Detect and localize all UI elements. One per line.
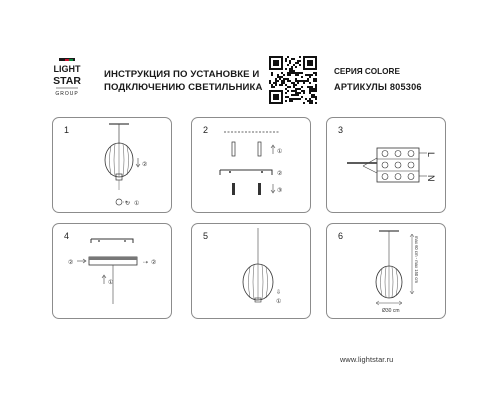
step4-rotate-icon: ⇢ bbox=[143, 260, 149, 266]
step4-label-2-left: ② bbox=[68, 260, 74, 266]
brand-line3: GROUP bbox=[55, 91, 79, 97]
step4-label-2: ② bbox=[151, 260, 157, 266]
title-line1: ИНСТРУКЦИЯ ПО УСТАНОВКЕ И bbox=[104, 69, 260, 80]
brand-line1: LIGHT bbox=[53, 64, 81, 74]
step-number: 5 bbox=[203, 231, 209, 241]
step-panel-6 bbox=[326, 223, 446, 319]
step1-label-2: ② bbox=[142, 162, 148, 168]
diameter-label: Ø30 cm bbox=[382, 308, 400, 314]
label-neutral: N bbox=[426, 175, 436, 182]
step1-label-1: ① bbox=[134, 201, 140, 207]
height-range-label: max 60 cm - max 150 cm bbox=[414, 236, 419, 284]
step-number: 6 bbox=[338, 231, 344, 241]
label-live: L bbox=[426, 152, 436, 158]
step-number: 2 bbox=[203, 125, 209, 135]
step4-label-1: ① bbox=[108, 280, 114, 286]
brand-line2: STAR bbox=[53, 75, 81, 87]
step2-label-3: ③ bbox=[277, 188, 283, 194]
series-label: СЕРИЯ COLORE bbox=[334, 67, 400, 76]
step-number: 4 bbox=[64, 231, 70, 241]
step-number: 1 bbox=[64, 125, 70, 135]
page-title bbox=[104, 68, 274, 94]
title-line2: ПОДКЛЮЧЕНИЮ СВЕТИЛЬНИКА bbox=[104, 82, 263, 93]
step2-label-2: ② bbox=[277, 171, 283, 177]
qr-code[interactable] bbox=[269, 56, 317, 104]
step2-label-1: ① bbox=[277, 149, 283, 155]
step-panel-4 bbox=[52, 223, 172, 319]
step5-label-1: ① bbox=[276, 299, 282, 305]
website-link[interactable]: www.lightstar.ru bbox=[340, 355, 394, 364]
step1-arrow-icon: ↻ bbox=[125, 201, 131, 207]
step-panel-1 bbox=[52, 117, 172, 213]
brand-logo bbox=[50, 58, 84, 104]
step5-arrow-icon: ⇩ bbox=[276, 290, 282, 296]
step-panel-5 bbox=[191, 223, 311, 319]
articles-label: АРТИКУЛЫ 805306 bbox=[334, 82, 422, 92]
step-number: 3 bbox=[338, 125, 344, 135]
step-panel-3 bbox=[326, 117, 446, 213]
step-panel-2 bbox=[191, 117, 311, 213]
